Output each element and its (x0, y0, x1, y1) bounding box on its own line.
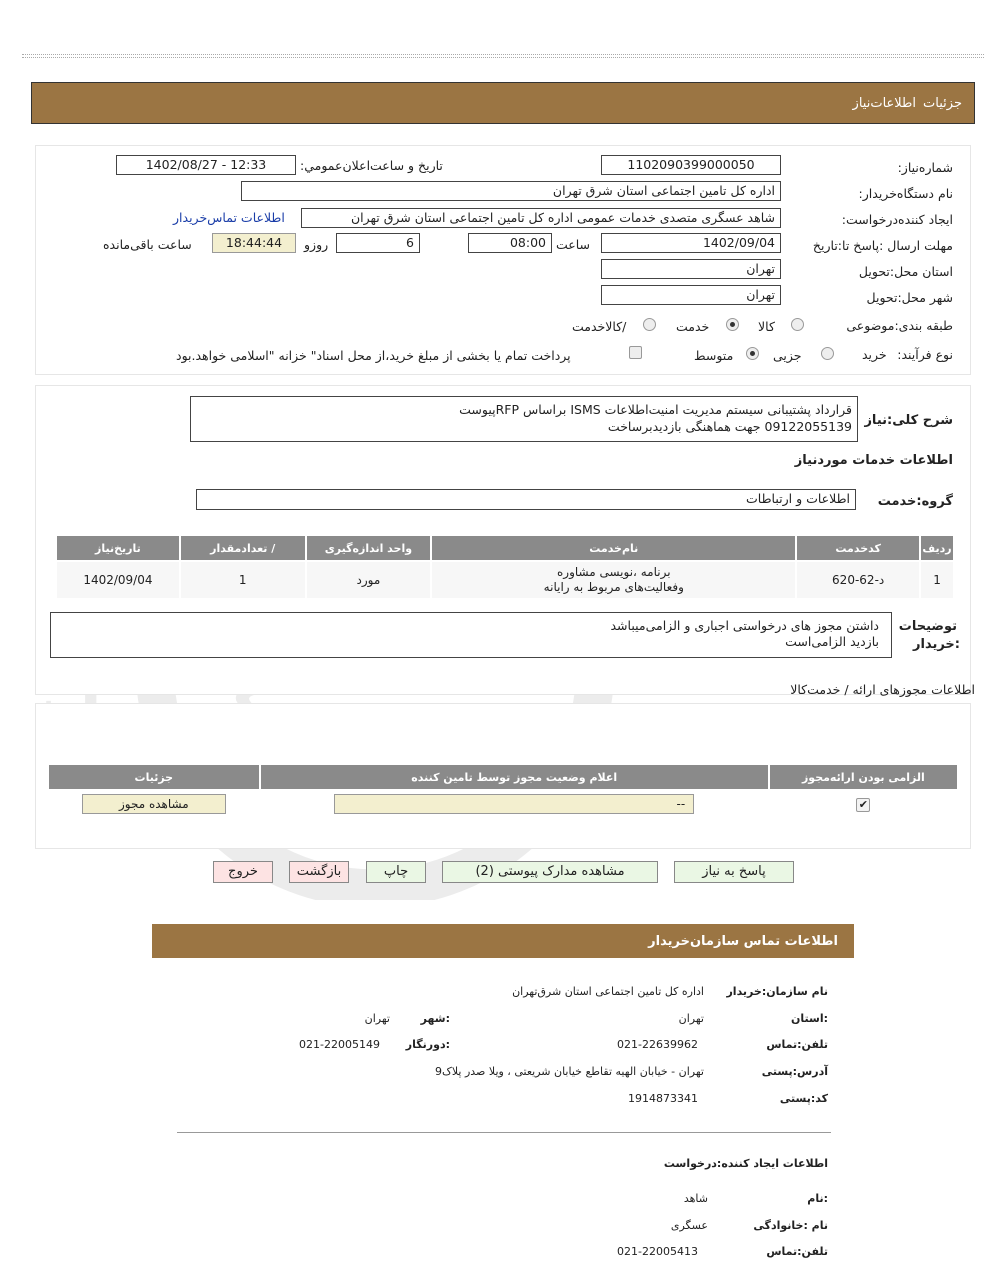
contact-city-value: تهران (364, 1012, 390, 1025)
buyer-notes-box (50, 612, 892, 658)
treasury-payment-note: پرداخت تمام یا بخشی از مبلغ خرید،از محل اسناد" خزانه "اسلامی خواهد.بود (176, 348, 571, 363)
category-option-goods-service: /کالاخدمت (572, 319, 627, 334)
cell-license-status (260, 790, 769, 818)
print-button[interactable]: چاپ (366, 861, 426, 883)
view-license-button[interactable]: مشاهده مجوز (82, 794, 226, 814)
category-label: طبقه بندی:موضوعی (846, 318, 953, 333)
announce-label: تاریخ و ساعت‌اعلان‌عمومي: (300, 158, 443, 173)
summary-box (190, 396, 858, 442)
services-table-header (56, 535, 954, 561)
deadline-date-field: 1402/09/04 (601, 233, 781, 253)
contact-province-value: تهران (678, 1012, 704, 1025)
header-license-required: الزامی بودن ارائه‌مجوز (769, 764, 958, 790)
buyer-contact-header (152, 924, 854, 958)
summary-label: شرح کلی:نیاز (864, 413, 953, 428)
buyer-notes-label-2: :خریدار (913, 637, 960, 652)
postal-code-value: 1914873341 (628, 1092, 698, 1105)
remaining-time-field: 18:44:44 (212, 233, 296, 253)
remaining-label: ساعت باقی‌مانده (103, 237, 192, 252)
summary-line-2: 09122055139 جهت هماهنگی بازدیدبرساخت (607, 419, 852, 434)
process-radio-medium[interactable] (746, 347, 759, 360)
days-label: روزو (304, 237, 329, 252)
creator-name-label: :نام (807, 1192, 828, 1205)
header-service-code: کدخدمت (796, 535, 920, 561)
header-unit: واحد اندازه‌گیری (306, 535, 432, 561)
announce-field: 1402/08/27 - 12:33 (116, 155, 296, 175)
license-status-field[interactable]: -- (334, 794, 694, 814)
summary-line-1: قرارداد پشتیبانی سیستم مدیریت امنیت‌اطلاعات ISMS براساس RFPپیوست (459, 402, 852, 417)
deadline-label: مهلت ارسال :پاسخ تا:تاریخ (812, 238, 953, 253)
treasury-payment-checkbox[interactable] (629, 346, 642, 359)
creator-field: شاهد عسگری متصدی خدمات عمومی اداره کل تامین اجتماعی استان شرق تهران (301, 208, 781, 228)
header-service-name: نام‌خدمت (431, 535, 796, 561)
cell-quantity: 1 (180, 561, 306, 599)
buyer-device-field: اداره کل تامین اجتماعی استان شرق تهران (241, 181, 781, 201)
province-label: استان محل:تحویل (858, 264, 953, 279)
group-field: اطلاعات و ارتباطات (196, 489, 856, 510)
category-radio-service[interactable] (726, 318, 739, 331)
creator-label: ایجاد کننده‌درخواست: (841, 212, 953, 227)
creator-name-value: شاهد (683, 1192, 708, 1205)
header-bar (31, 82, 975, 124)
license-required-check-icon: ✔ (856, 798, 870, 812)
header-license-status: اعلام وضعیت مجوز توسط تامین کننده (260, 764, 769, 790)
process-buy-label: خرید (862, 347, 887, 362)
province-field: تهران (601, 259, 781, 279)
postal-code-label: کد:پستی (779, 1092, 828, 1105)
view-documents-button[interactable]: مشاهده مدارک پیوستی (2) (442, 861, 658, 883)
contact-phone-label: تلفن:تماس (766, 1038, 828, 1051)
cell-service-code: د-62-620 (796, 561, 920, 599)
category-radio-goods-service[interactable] (643, 318, 656, 331)
reply-button[interactable]: پاسخ به نیاز (674, 861, 794, 883)
address-value: تهران - خیابان الهیه تقاطع خیابان شریعتی ، ویلا صدر پلاک9 (434, 1065, 704, 1078)
services-title: اطلاعات خدمات موردنیاز (794, 453, 953, 468)
need-form-panel (35, 145, 971, 375)
header-license-details: جزئیات (48, 764, 260, 790)
contact-divider (177, 1132, 831, 1133)
hour-label: ساعت (556, 237, 591, 252)
table-row (48, 790, 958, 818)
category-option-goods: کالا (758, 319, 775, 334)
cell-service-name: برنامه ،نویسی مشاوره وفعالیت‌های مربوط به رایانه (543, 565, 684, 594)
cell-service-name-wrap (431, 561, 796, 599)
header-need-date: تاریخ‌نیاز (56, 535, 180, 561)
contact-fax-label: :دورنگار (405, 1038, 450, 1051)
cell-license-required (769, 790, 958, 818)
license-table (47, 763, 959, 819)
services-table (55, 534, 955, 600)
cell-license-details (48, 790, 260, 818)
creator-phone-value: 021-22005413 (617, 1245, 698, 1258)
need-number-field: 1102090399000050 (601, 155, 781, 175)
deadline-hour-field: 08:00 (468, 233, 552, 253)
process-option-medium: متوسط (694, 348, 734, 363)
buyer-notes-label-1: توضیحات (898, 619, 957, 634)
table-row (56, 561, 954, 599)
buyer-contact-title: اطلاعات تماس سازمان‌خریدار (648, 934, 838, 949)
contact-fax-value: 021-22005149 (299, 1038, 380, 1051)
exit-button[interactable]: خروج (213, 861, 273, 883)
creator-family-value: عسگری (670, 1219, 708, 1232)
contact-city-label: :شهر (420, 1012, 450, 1025)
org-value: اداره کل تامین اجتماعی استان شرق‌تهران (512, 985, 704, 998)
header-row-number: ردیف (920, 535, 954, 561)
tab-need-info[interactable]: اطلاعات‌نیاز (852, 96, 916, 111)
days-field: 6 (336, 233, 420, 253)
city-label: شهر محل:تحویل (866, 290, 953, 305)
buyer-notes-line-2: بازدید الزامی‌است (785, 634, 879, 649)
group-label: گروه:خدمت (877, 494, 953, 509)
cell-unit: مورد (306, 561, 432, 599)
city-field: تهران (601, 285, 781, 305)
buyer-contact-link[interactable]: اطلاعات تماس‌خريدار (173, 210, 285, 225)
category-option-service: خدمت (676, 319, 710, 334)
header-quantity: / تعدادمقدار (180, 535, 306, 561)
process-option-minor: جزیی (773, 348, 802, 363)
creator-phone-label: تلفن:تماس (766, 1245, 828, 1258)
org-label: نام سازمان:خریدار (726, 985, 828, 998)
buyer-device-label: نام دستگاه‌خريدار: (858, 186, 953, 201)
license-title: اطلاعات مجوزهای ارائه / خدمت‌کالا (790, 682, 975, 697)
back-button[interactable]: بازگشت (289, 861, 349, 883)
address-label: آدرس:پستی (761, 1065, 828, 1078)
contact-province-label: :استان (791, 1012, 828, 1025)
buyer-notes-line-1: داشتن مجوز های درخواستی اجباری و الزامی‌میباشد (610, 618, 879, 633)
cell-need-date: 1402/09/04 (56, 561, 180, 599)
category-radio-goods[interactable] (791, 318, 804, 331)
process-label: نوع فرآیند: (897, 347, 953, 362)
creator-info-title: اطلاعات ایجاد کننده:درخواست (663, 1157, 828, 1170)
creator-family-label: نام :خانوادگی (753, 1219, 828, 1232)
contact-phone-value: 021-22639962 (617, 1038, 698, 1051)
tab-details[interactable]: جزئیات (923, 96, 962, 111)
process-radio-minor[interactable] (821, 347, 834, 360)
top-divider (22, 54, 984, 58)
cell-row-number: 1 (920, 561, 954, 599)
need-number-label: شماره‌نیاز: (897, 160, 953, 175)
